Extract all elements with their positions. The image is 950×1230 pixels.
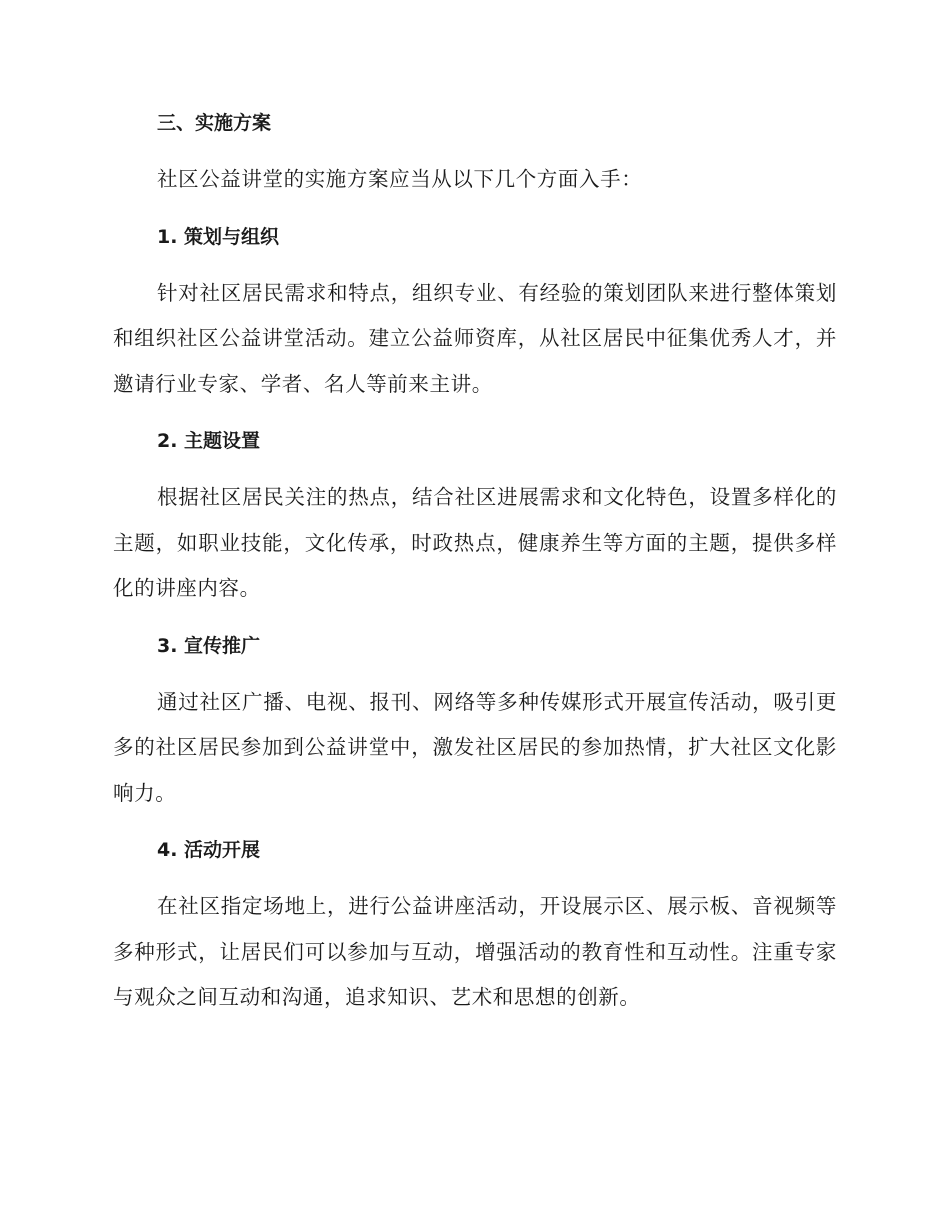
subsection-body-2: 根据社区居民关注的热点，结合社区进展需求和文化特色，设置多样化的主题，如职业技能，文化传承，时政热点，健康养生等方面的主题，提供多样化的讲座内容。: [113, 485, 837, 600]
subsection-heading-2: 2. 主题设置: [157, 430, 261, 452]
section-title: 三、实施方案: [157, 112, 272, 134]
intro-paragraph: 社区公益讲堂的实施方案应当从以下几个方面入手：: [157, 167, 643, 191]
document-page: [113, 108, 837, 1021]
subsection-body-1: 针对社区居民需求和特点，组织专业、有经验的策划团队来进行整体策划和组织社区公益讲堂活动。建立公益师资库，从社区居民中征集优秀人才，并邀请行业专家、学者、名人等前来主讲。: [113, 280, 837, 396]
subsection-heading-1: 1. 策划与组织: [157, 225, 280, 248]
subsection-body-3: 通过社区广播、电视、报刊、网络等多种传媒形式开展宣传活动，吸引更多的社区居民参加到公益讲堂中，激发社区居民的参加热情，扩大社区文化影响力。: [113, 689, 837, 805]
subsection-heading-3: 3. 宣传推广: [157, 634, 261, 657]
subsection-body-4: 在社区指定场地上，进行公益讲座活动，开设展示区、展示板、音视频等多种形式，让居民们可以参加与互动，增强活动的教育性和互动性。注重专家与观众之间互动和沟通，追求知识、艺术和思想的创新。: [113, 894, 837, 1009]
subsection-heading-4: 4. 活动开展: [157, 839, 261, 861]
